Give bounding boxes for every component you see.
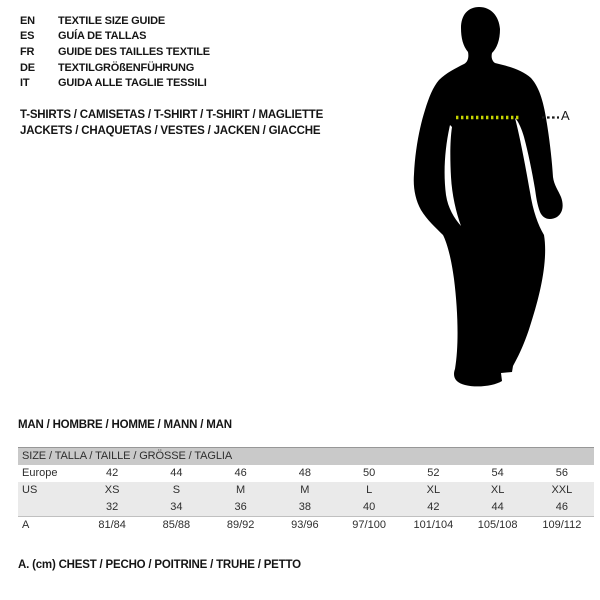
table-row-numeric <box>18 499 594 516</box>
table-row-us <box>18 482 594 499</box>
size-value: 81/84 <box>98 519 126 531</box>
row-label <box>18 499 80 516</box>
size-value: 89/92 <box>226 519 255 531</box>
chest-footnote: A. (cm) CHEST / PECHO / POITRINE / TRUHE / PETTO <box>18 559 301 571</box>
size-value: 105/108 <box>477 519 518 531</box>
category-line-jackets: JACKETS / CHAQUETAS / VESTES / JACKEN / GIACCHE <box>20 124 321 137</box>
language-code: ES <box>20 30 35 43</box>
size-value: 42 <box>427 501 440 513</box>
size-value: 97/100 <box>352 519 386 531</box>
size-value: 34 <box>170 501 183 513</box>
size-value: 93/96 <box>291 519 319 531</box>
language-code: FR <box>20 45 35 58</box>
size-value: 52 <box>427 467 440 479</box>
size-value: 38 <box>298 501 311 513</box>
size-value: XL <box>426 484 441 496</box>
size-value: 56 <box>555 467 568 479</box>
size-value: XXL <box>551 484 573 496</box>
size-value: 50 <box>363 467 376 479</box>
size-table-header: SIZE / TALLA / TAILLE / GRÖSSE / TAGLIA <box>18 447 594 465</box>
size-value: L <box>366 484 373 496</box>
table-row-europe <box>18 465 594 482</box>
size-value: 46 <box>555 501 568 513</box>
silhouette-body <box>414 7 563 386</box>
language-code: EN <box>20 14 35 27</box>
language-code: DE <box>20 61 35 74</box>
measure-label-a: A <box>561 108 570 123</box>
row-label: Europe <box>22 467 58 479</box>
size-value: 44 <box>170 467 183 479</box>
size-value: 44 <box>491 501 504 513</box>
size-value: 54 <box>491 467 504 479</box>
language-label: GUIDE DES TAILLES TEXTILE <box>58 45 210 58</box>
size-value: M <box>300 484 310 496</box>
size-value: 46 <box>234 467 247 479</box>
size-value: XS <box>104 484 120 496</box>
size-value: 42 <box>106 467 119 479</box>
size-value: 48 <box>298 467 311 479</box>
language-label: GUIDA ALLE TAGLIE TESSILI <box>58 77 207 90</box>
size-value: XL <box>490 484 505 496</box>
language-code: IT <box>20 77 30 90</box>
row-label: A <box>22 519 30 531</box>
size-value: 36 <box>234 501 247 513</box>
size-value: 109/112 <box>542 519 582 531</box>
language-label: TEXTILE SIZE GUIDE <box>58 14 166 27</box>
language-label: GUÍA DE TALLAS <box>58 30 147 43</box>
size-value: 32 <box>106 501 119 513</box>
row-label: US <box>22 484 38 496</box>
size-value: 101/104 <box>413 519 454 531</box>
size-table <box>18 447 594 534</box>
size-value: 40 <box>363 501 376 513</box>
size-value: 85/88 <box>162 519 191 531</box>
size-value: M <box>236 484 246 496</box>
size-value: S <box>172 484 181 496</box>
language-label: TEXTILGRÖßENFÜHRUNG <box>58 61 195 74</box>
category-line-tshirts: T-SHIRTS / CAMISETAS / T-SHIRT / T-SHIRT / MAGLIETTE <box>20 109 324 121</box>
section-title-man: MAN / HOMBRE / HOMME / MANN / MAN <box>18 419 232 431</box>
table-row-chest-a <box>18 516 594 534</box>
